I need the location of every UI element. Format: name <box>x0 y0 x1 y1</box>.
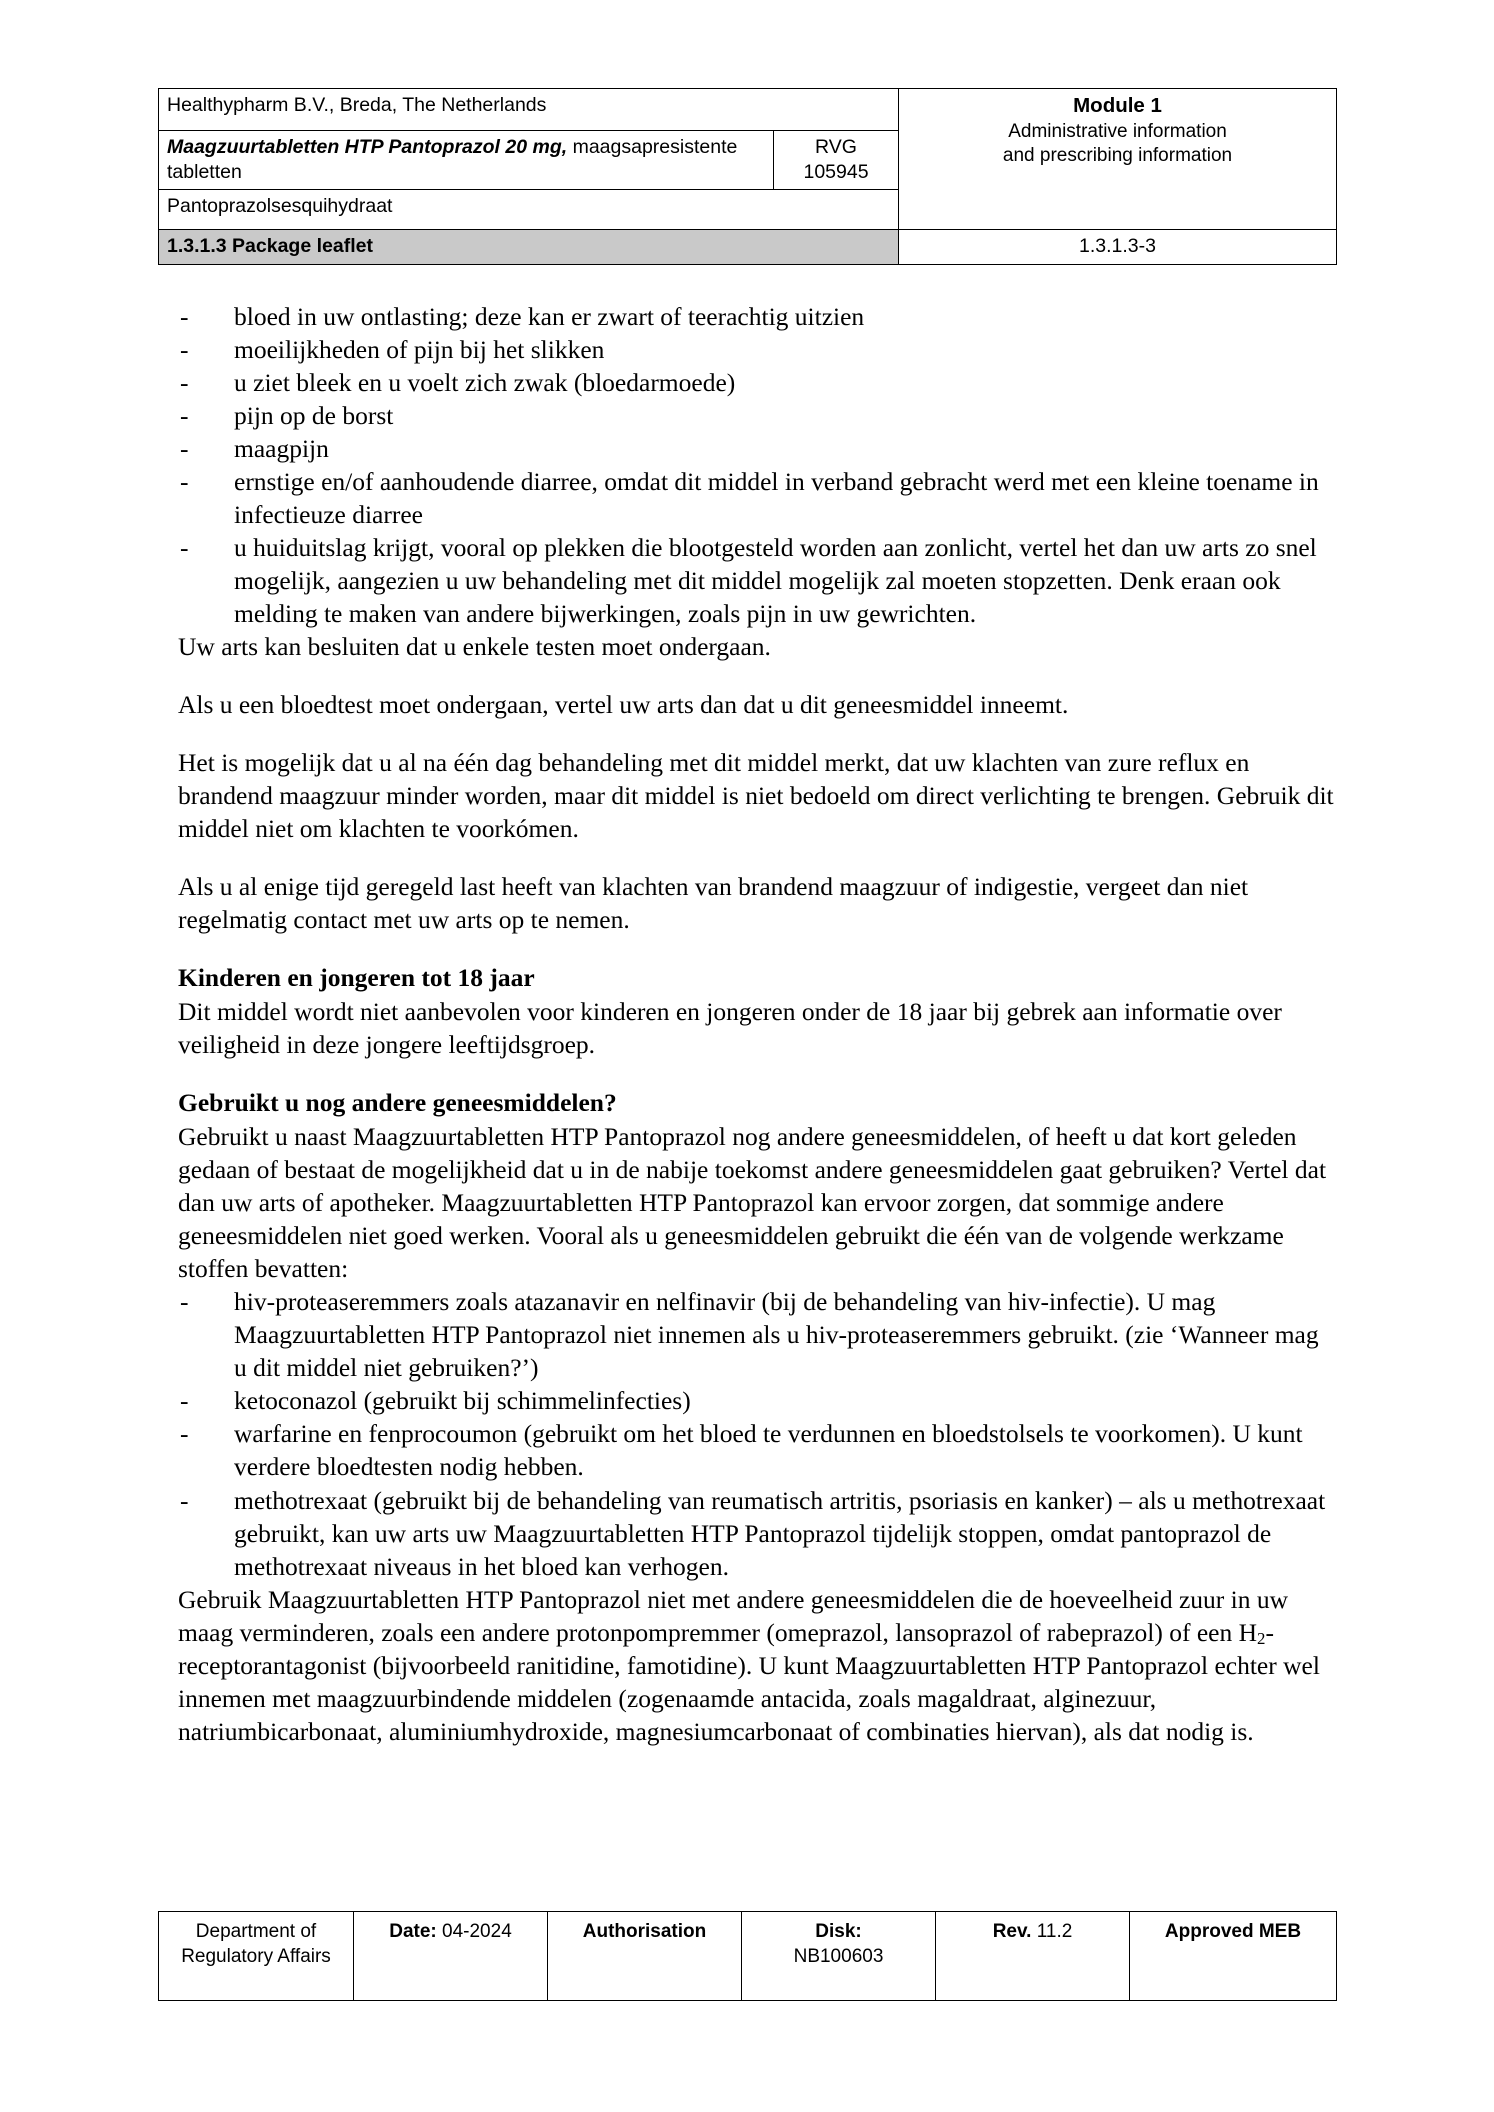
list-item-text: moeilijkheden of pijn bij het slikken <box>234 335 605 365</box>
subscript-two: 2 <box>1257 1629 1266 1649</box>
list-item <box>178 465 1336 531</box>
header-rvg-number: 105945 <box>803 160 869 183</box>
header-product-name-bold: Maagzuurtabletten HTP Pantoprazol 20 mg, <box>167 136 568 158</box>
list-item-text: u huiduitslag krijgt, vooral op plekken die blootgesteld worden aan zonlicht, vertel het dan uw arts zo snel mogelijk, aangezien u uw behandeling met dit middel mogelijk zal moeten stopzetten. Denk eraan ook melding te maken van andere bijwerkingen, zoals pijn in uw gewrichten. <box>234 533 1317 629</box>
paragraph-tests: Uw arts kan besluiten dat u enkele testen moet ondergaan. <box>178 632 771 662</box>
header-module-title: Module 1 <box>1073 94 1162 117</box>
heading-other-medicines: Gebruikt u nog andere geneesmiddelen? <box>178 1088 617 1118</box>
footer-revision-label: Rev. <box>992 1921 1032 1942</box>
paragraph-antacids-part2: -receptorantagonist (bijvoorbeeld ranitidine, famotidine). U kunt Maagzuurtabletten HTP Pantoprazol echter wel innemen met maagzuurbindende middelen (zogenaamde antacida, zoals magaldraat, alginezuur, natriumbicarbonaat, aluminiumhydroxide, magnesiumcarbonaat of combinaties hiervan), als dat nodig is. <box>178 1617 1320 1746</box>
footer-revision-value: 11.2 <box>1031 1921 1073 1942</box>
list-item-text: hiv-proteaseremmers zoals atazanavir en nelfinavir (bij de behandeling van hiv-infectie). U mag Maagzuurtabletten HTP Pantoprazol niet innemen als u hiv-proteaseremmers gebruikt. (zie ‘Wanneer mag u dit middel niet gebruiken?’) <box>234 1287 1319 1383</box>
header-company-name: Healthypharm B.V., Breda, The Netherlands <box>159 89 899 131</box>
list-dash-marker: - <box>180 401 189 431</box>
list-dash-marker: - <box>180 302 189 331</box>
header-active-substance: Pantoprazolsesquihydraat <box>159 190 899 230</box>
header-row-section <box>159 230 1337 265</box>
list-item <box>178 531 1336 630</box>
heading-children-adolescents: Kinderen en jongeren tot 18 jaar <box>178 963 535 993</box>
footer-disk-cell <box>742 1912 936 2001</box>
list-dash-marker: - <box>180 533 189 563</box>
list-item <box>178 1285 1336 1384</box>
list-item-text: ernstige en/of aanhoudende diarree, omdat dit middel in verband gebracht werd met een kleine toename in infectieuze diarree <box>234 467 1319 530</box>
list-dash-marker: - <box>180 1287 189 1317</box>
header-rvg-cell <box>774 131 899 190</box>
paragraph-other-medicines: Gebruikt u naast Maagzuurtabletten HTP Pantoprazol nog andere geneesmiddelen, of heeft u dat kort geleden gedaan of bestaat de mogelijkheid dat u in de nabije toekomst andere geneesmiddelen gaat gebruiken? Vertel dat dan uw arts of apotheker. Maagzuurtabletten HTP Pantoprazol kan ervoor zorgen, dat sommige andere geneesmiddelen niet goed werken. Vooral als u geneesmiddelen gebruikt die één van de volgende werkzame stoffen bevatten: <box>178 1122 1327 1284</box>
list-item-text: warfarine en fenprocoumon (gebruikt om het bloed te verdunnen en bloedstolsels te voorkomen). U kunt verdere bloedtesten nodig hebben. <box>234 1419 1303 1482</box>
header-module-subtitle-line2: and prescribing information <box>1002 144 1233 166</box>
paragraph-children-adolescents: Dit middel wordt niet aanbevolen voor kinderen en jongeren onder de 18 jaar bij gebrek aan informatie over veiligheid in deze jongere leeftijdsgroep. <box>178 997 1282 1060</box>
footer-department-cell <box>159 1912 354 2001</box>
document-footer-table <box>158 1911 1337 2001</box>
footer-row <box>159 1912 1337 2001</box>
footer-date-value: 04-2024 <box>436 1921 512 1942</box>
footer-approved-label: Approved MEB <box>1164 1921 1302 1942</box>
paragraph-antacids <box>178 1583 1336 1748</box>
list-item <box>178 432 1336 465</box>
footer-disk-label: Disk: <box>815 1921 862 1942</box>
document-body <box>178 300 1336 1773</box>
list-dash-marker: - <box>180 1386 189 1416</box>
paragraph-reflux: Het is mogelijk dat u al na één dag behandeling met dit middel merkt, dat uw klachten van zure reflux en brandend maagzuur minder worden, maar dit middel is niet bedoeld om direct verlichting te brengen. Gebruik dit middel niet om klachten te voorkómen. <box>178 748 1334 844</box>
list-item <box>178 399 1336 432</box>
footer-revision-cell <box>936 1912 1130 2001</box>
header-section-title: 1.3.1.3 Package leaflet <box>159 230 899 265</box>
list-dash-marker: - <box>180 1419 189 1449</box>
list-item <box>178 300 1336 333</box>
paragraph-indigestion: Als u al enige tijd geregeld last heeft van klachten van brandend maagzuur of indigestie, vergeet dan niet regelmatig contact met uw arts op te nemen. <box>178 872 1249 935</box>
footer-authorisation-label: Authorisation <box>582 1921 707 1942</box>
footer-department-line1: Department of <box>195 1921 317 1942</box>
list-item-text: maagpijn <box>234 434 329 464</box>
list-item-text: bloed in uw ontlasting; deze kan er zwart of teerachtig uitzien <box>234 302 865 331</box>
list-dash-marker: - <box>180 368 189 398</box>
footer-disk-value: NB100603 <box>793 1945 884 1967</box>
list-dash-marker: - <box>180 434 189 464</box>
paragraph-bloodtest: Als u een bloedtest moet ondergaan, vertel uw arts dan dat u dit geneesmiddel inneemt. <box>178 690 1069 720</box>
list-item <box>178 333 1336 366</box>
list-item-text: u ziet bleek en u voelt zich zwak (bloedarmoede) <box>234 368 736 398</box>
footer-department-line2: Regulatory Affairs <box>181 1945 331 1967</box>
footer-authorisation-cell <box>548 1912 742 2001</box>
symptom-list <box>178 300 1336 630</box>
list-item <box>178 1484 1336 1583</box>
list-item <box>178 1417 1336 1483</box>
list-item-text: pijn op de borst <box>234 401 394 431</box>
footer-date-label: Date: <box>389 1921 437 1942</box>
footer-approved-cell <box>1130 1912 1337 2001</box>
list-item <box>178 1384 1336 1417</box>
list-dash-marker: - <box>180 335 189 365</box>
list-item-text: methotrexaat (gebruikt bij de behandeling van reumatisch artritis, psoriasis en kanker) – als u methotrexaat gebruikt, kan uw arts uw Maagzuurtabletten HTP Pantoprazol tijdelijk stoppen, omdat pantoprazol de methotrexaat niveaus in het bloed kan verhogen. <box>234 1485 1326 1581</box>
header-document-number: 1.3.1.3-3 <box>899 230 1337 265</box>
footer-date-cell <box>354 1912 548 2001</box>
header-module-cell <box>899 89 1337 230</box>
header-rvg-label: RVG <box>815 136 857 158</box>
header-product-name <box>159 131 774 190</box>
list-item-text: ketoconazol (gebruikt bij schimmelinfecties) <box>234 1386 691 1416</box>
header-module-subtitle-line1: Administrative information <box>1008 120 1227 142</box>
paragraph-antacids-part1: Gebruik Maagzuurtabletten HTP Pantoprazol niet met andere geneesmiddelen die de hoeveelheid zuur in uw maag verminderen, zoals een andere protonpompremmer (omeprazol, lansoprazol of rabeprazol) of een H <box>178 1584 1289 1647</box>
list-dash-marker: - <box>180 1485 189 1515</box>
header-product-name-rest: maagsapresistente tabletten <box>167 136 738 183</box>
medicine-interaction-list <box>178 1285 1336 1582</box>
document-header-table <box>158 88 1337 265</box>
header-row-company <box>159 89 1337 131</box>
list-item <box>178 366 1336 399</box>
list-dash-marker: - <box>180 467 189 497</box>
